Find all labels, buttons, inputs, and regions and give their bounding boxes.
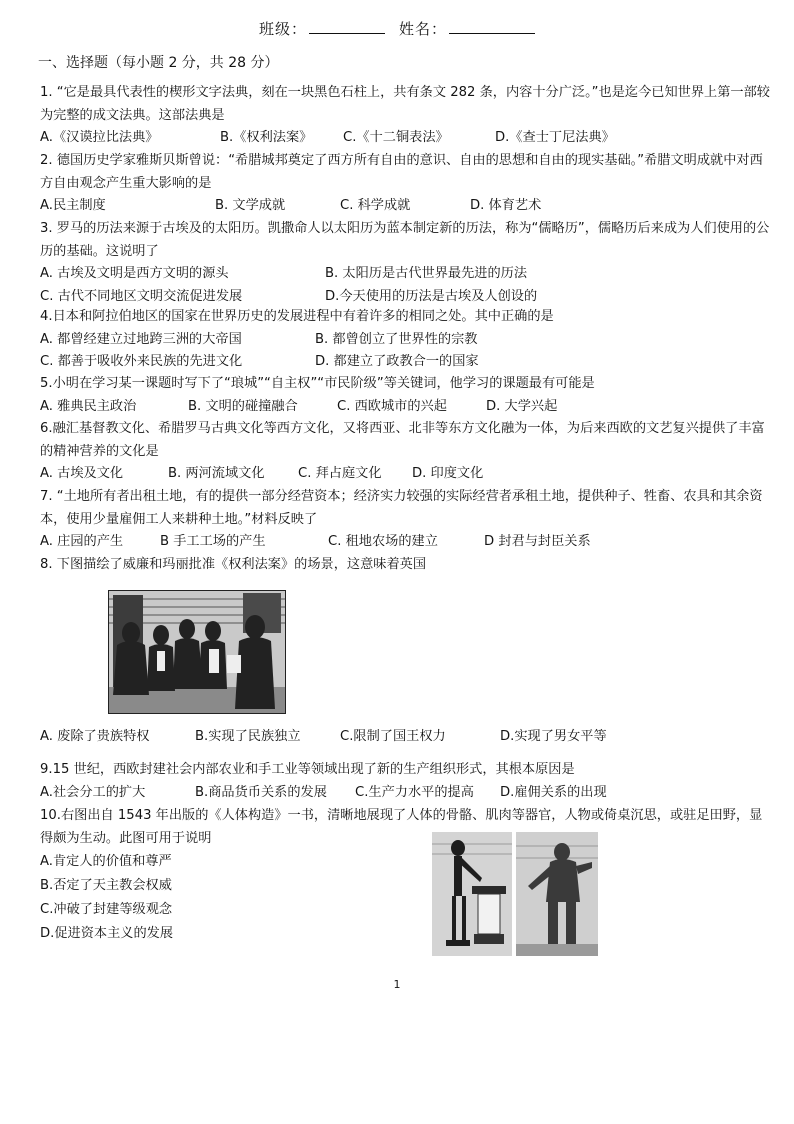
question-stem: 7. “土地所有者出租土地，有的提供一部分经营资本；经济实力较强的实际经营者承租土地，提供种子、牲畜、农具和其余资本，使用少量雇佣工人来耕种土地。”材料反映了 <box>40 489 763 527</box>
option-c: C. 西欧城市的兴起 <box>337 398 447 414</box>
engraving-illustration <box>109 591 285 713</box>
question-8-options <box>40 726 770 749</box>
page-number: 1 <box>393 978 401 991</box>
question-5 <box>40 373 770 418</box>
option-d: D. 体育艺术 <box>470 198 542 213</box>
option-d: D 封君与封臣关系 <box>484 534 591 549</box>
question-stem: 10.右图出自 1543 年出版的《人体构造》一书，清晰地展现了人体的骨骼、肌肉等器官，人物或倚桌沉思，或驻足田野，显得颇为生动。此图可用于说明 <box>40 808 763 846</box>
option-c: C.冲破了封建等级观念 <box>40 902 173 917</box>
option-a: A. 古埃及文明是西方文明的源头 <box>40 266 229 281</box>
option-a: A. 古埃及文化 <box>40 466 124 481</box>
anatomy-illustration-image <box>432 832 598 956</box>
option-d: D.促进资本主义的发展 <box>40 926 174 941</box>
question-stem: 6.融汇基督教文化、希腊罗马古典文化等西方文化，又将西亚、北非等东方文化融为一体，为后来西欧的文艺复兴提供了丰富的精神营养的文化是 <box>40 421 765 459</box>
option-c: C. 租地农场的建立 <box>328 534 438 549</box>
question-stem: 2. 德国历史学家雅斯贝斯曾说：“希腊城邦奠定了西方所有自由的意识、自由的思想和自由的现实基础。”希腊文明成就中对西方自由观念产生重大影响的是 <box>40 153 763 191</box>
option-d: D.雇佣关系的出现 <box>500 784 607 800</box>
option-b: B. 文明的碰撞融合 <box>188 398 298 414</box>
anatomy-figures <box>432 832 598 956</box>
question-6 <box>40 418 770 486</box>
name-label: 姓名： <box>399 20 448 38</box>
option-b: B. 文学成就 <box>215 198 286 213</box>
class-blank-field[interactable] <box>309 23 385 34</box>
option-b: B. 两河流域文化 <box>168 466 265 481</box>
option-a: A.肯定人的价值和尊严 <box>40 854 172 869</box>
question-1 <box>40 82 770 150</box>
option-c: C. 都善于吸收外来民族的先进文化 <box>40 354 243 369</box>
option-c: C.生产力水平的提高 <box>355 784 474 800</box>
option-b: B.《权利法案》 <box>220 130 313 145</box>
question-4 <box>40 306 770 374</box>
option-a: A. 雅典民主政治 <box>40 398 137 414</box>
option-d: D. 印度文化 <box>412 466 484 481</box>
option-a: A. 废除了贵族特权 <box>40 729 150 744</box>
question-stem: 8. 下图描绘了威廉和玛丽批准《权利法案》的场景，这意味着英国 <box>40 557 427 572</box>
question-stem: 9.15 世纪，西欧封建社会内部农业和手工业等领域出现了新的生产组织形式，其根本原因是 <box>40 762 575 777</box>
option-a: A.社会分工的扩大 <box>40 784 146 800</box>
question-stem: 1. “它是最具代表性的楔形文字法典，刻在一块黑色石柱上，共有条文 282 条，内容十分广泛。”也是迄今已知世界上第一部较为完整的成文法典。这部法典是 <box>40 85 770 123</box>
option-c: C.《十二铜表法》 <box>343 130 449 145</box>
question-9 <box>40 759 770 804</box>
question-8 <box>40 554 770 577</box>
option-d: D. 大学兴起 <box>486 398 558 414</box>
option-d: D.实现了男女平等 <box>500 729 607 744</box>
student-info-header <box>0 18 794 39</box>
bill-of-rights-engraving-image <box>108 590 286 714</box>
option-d: D.《查士丁尼法典》 <box>495 130 615 145</box>
option-b: B. 太阳历是古代世界最先进的历法 <box>325 266 528 281</box>
option-d: D.今天使用的历法是古埃及人创设的 <box>325 288 538 304</box>
question-3 <box>40 218 770 308</box>
option-b: B. 都曾创立了世界性的宗教 <box>315 331 478 347</box>
question-10-options <box>40 850 173 946</box>
question-7 <box>40 486 770 554</box>
option-b: B 手工工场的产生 <box>160 534 266 549</box>
question-2 <box>40 150 770 218</box>
name-blank-field[interactable] <box>449 23 535 34</box>
option-a: A.民主制度 <box>40 198 106 213</box>
option-c: C. 古代不同地区文明交流促进发展 <box>40 288 243 304</box>
option-d: D. 都建立了政教合一的国家 <box>315 354 479 369</box>
question-stem: 3. 罗马的历法来源于古埃及的太阳历。凯撒命人以太阳历为蓝本制定新的历法，称为“儒略历”，儒略历后来成为人们使用的公历的基础。这说明了 <box>40 221 770 259</box>
option-a: A. 庄园的产生 <box>40 534 124 549</box>
class-label: 班级： <box>258 20 307 38</box>
option-b: B.商品货币关系的发展 <box>195 784 327 800</box>
option-c: C. 科学成就 <box>340 198 411 213</box>
question-stem: 5.小明在学习某一课题时写下了“琅城”“自主权”“市民阶级”等关键词，他学习的课题最有可能是 <box>40 376 595 391</box>
question-10 <box>40 805 770 850</box>
section-title: 一、选择题（每小题 2 分，共 28 分） <box>38 55 279 71</box>
option-c: C.限制了国王权力 <box>340 729 446 744</box>
option-c: C. 拜占庭文化 <box>298 466 382 481</box>
question-stem: 4.日本和阿拉伯地区的国家在世界历史的发展进程中有着许多的相同之处。其中正确的是 <box>40 309 554 324</box>
option-b: B.否定了天主教会权威 <box>40 878 172 893</box>
option-b: B.实现了民族独立 <box>195 729 301 744</box>
option-a: A. 都曾经建立过地跨三洲的大帝国 <box>40 331 242 347</box>
option-a: A.《汉谟拉比法典》 <box>40 130 159 145</box>
